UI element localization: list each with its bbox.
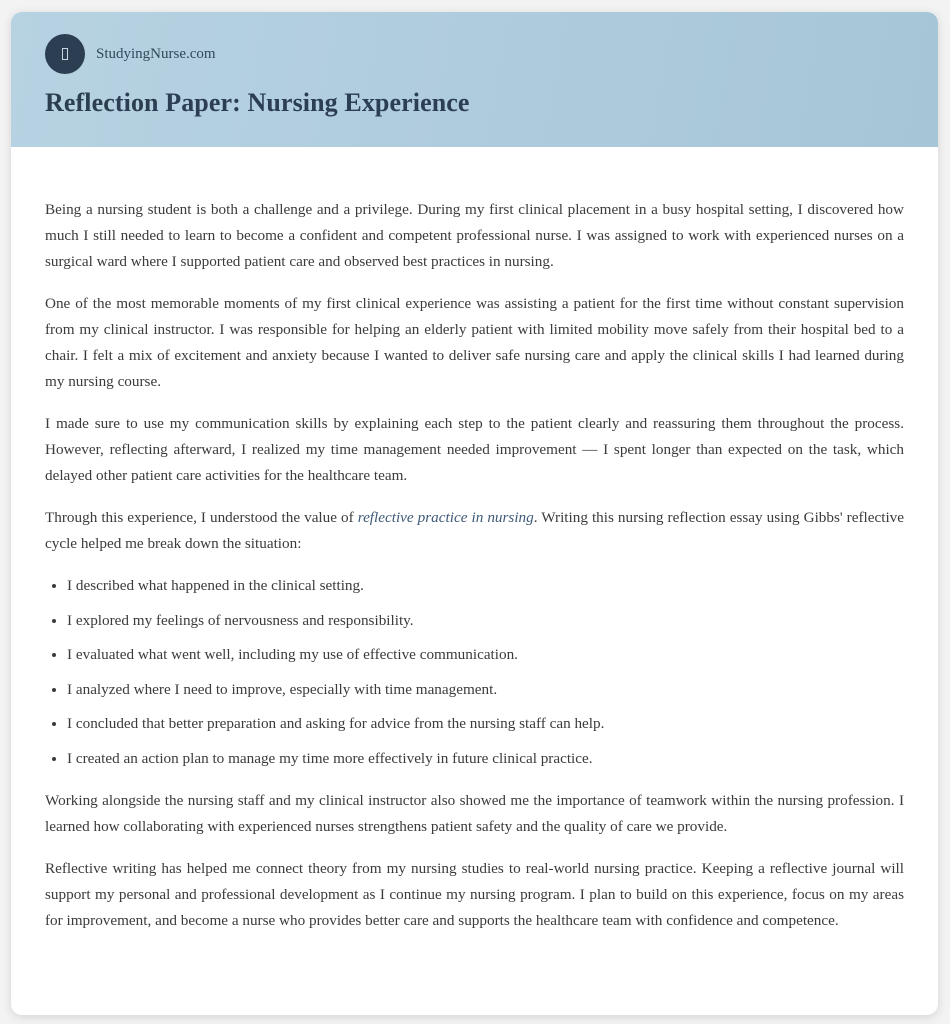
site-logo[interactable]	[45, 34, 85, 74]
paragraph-conclusion: Reflective writing has helped me connect theory from my nursing studies to real-world nursing practice. Keeping a reflective journal will support my personal and professional development as I continue my nursing program. I plan to build on this experience, focus on my areas for improvement, and become a nurse who provides better care and supports the healthcare team with confidence and competence.	[45, 859, 904, 929]
page-title: Reflection Paper: Nursing Experience	[45, 88, 470, 117]
article-card	[11, 12, 938, 1015]
list-item: • I evaluated what went well, including my use of effective communication.	[67, 642, 904, 668]
list-item: • I created an action plan to manage my time more effectively in future clinical practice.	[67, 746, 904, 772]
text-segment: Through this experience, I understood the value of	[45, 509, 358, 526]
paragraph-reflective-practice	[45, 505, 904, 557]
missing-glyph-icon	[62, 48, 68, 60]
brand[interactable]	[45, 34, 216, 74]
list-item: • I analyzed where I need to improve, especially with time management.	[67, 677, 904, 703]
paragraph-memorable-moment: One of the most memorable moments of my first clinical experience was assisting a patient for the first time without constant supervision from my clinical instructor. I was responsible for helping an elderly patient with limited mobility move safely from their hospital bed to a chair. I felt a mix of excitement and anxiety because I wanted to deliver safe nursing care and apply the clinical skills I had learned during my nursing course.	[45, 295, 904, 390]
brand-name[interactable]: StudyingNurse.com	[96, 45, 216, 62]
reflective-practice-link[interactable]: reflective practice in nursing	[357, 509, 534, 526]
list-item: • I explored my feelings of nervousness and responsibility.	[67, 608, 904, 634]
text-segment: . Writing this nursing reflection essay using Gibbs' reflective cycle helped me break down the situation:	[45, 509, 904, 552]
gibbs-cycle-list	[45, 573, 904, 772]
list-item: • I concluded that better preparation and asking for advice from the nursing staff can help.	[67, 711, 904, 737]
paragraph-communication: I made sure to use my communication skills by explaining each step to the patient clearly and reassuring them throughout the process. However, reflecting afterward, I realized my time management needed improvement — I spent longer than expected on the task, which delayed other patient care activities for the healthcare team.	[45, 415, 904, 484]
paragraph-intro: Being a nursing student is both a challenge and a privilege. During my first clinical placement in a busy hospital setting, I discovered how much I still needed to learn to become a confident and competent professional nurse. I was assigned to work with experienced nurses on a surgical ward where I supported patient care and observed best practices in nursing.	[45, 201, 904, 270]
list-item: • I described what happened in the clinical setting.	[67, 573, 904, 599]
article-body	[11, 147, 938, 934]
paragraph-teamwork: Working alongside the nursing staff and my clinical instructor also showed me the importance of teamwork within the nursing profession. I learned how collaborating with experienced nurses strengthens patient safety and the quality of care we provide.	[45, 791, 904, 835]
page-header	[11, 12, 938, 147]
